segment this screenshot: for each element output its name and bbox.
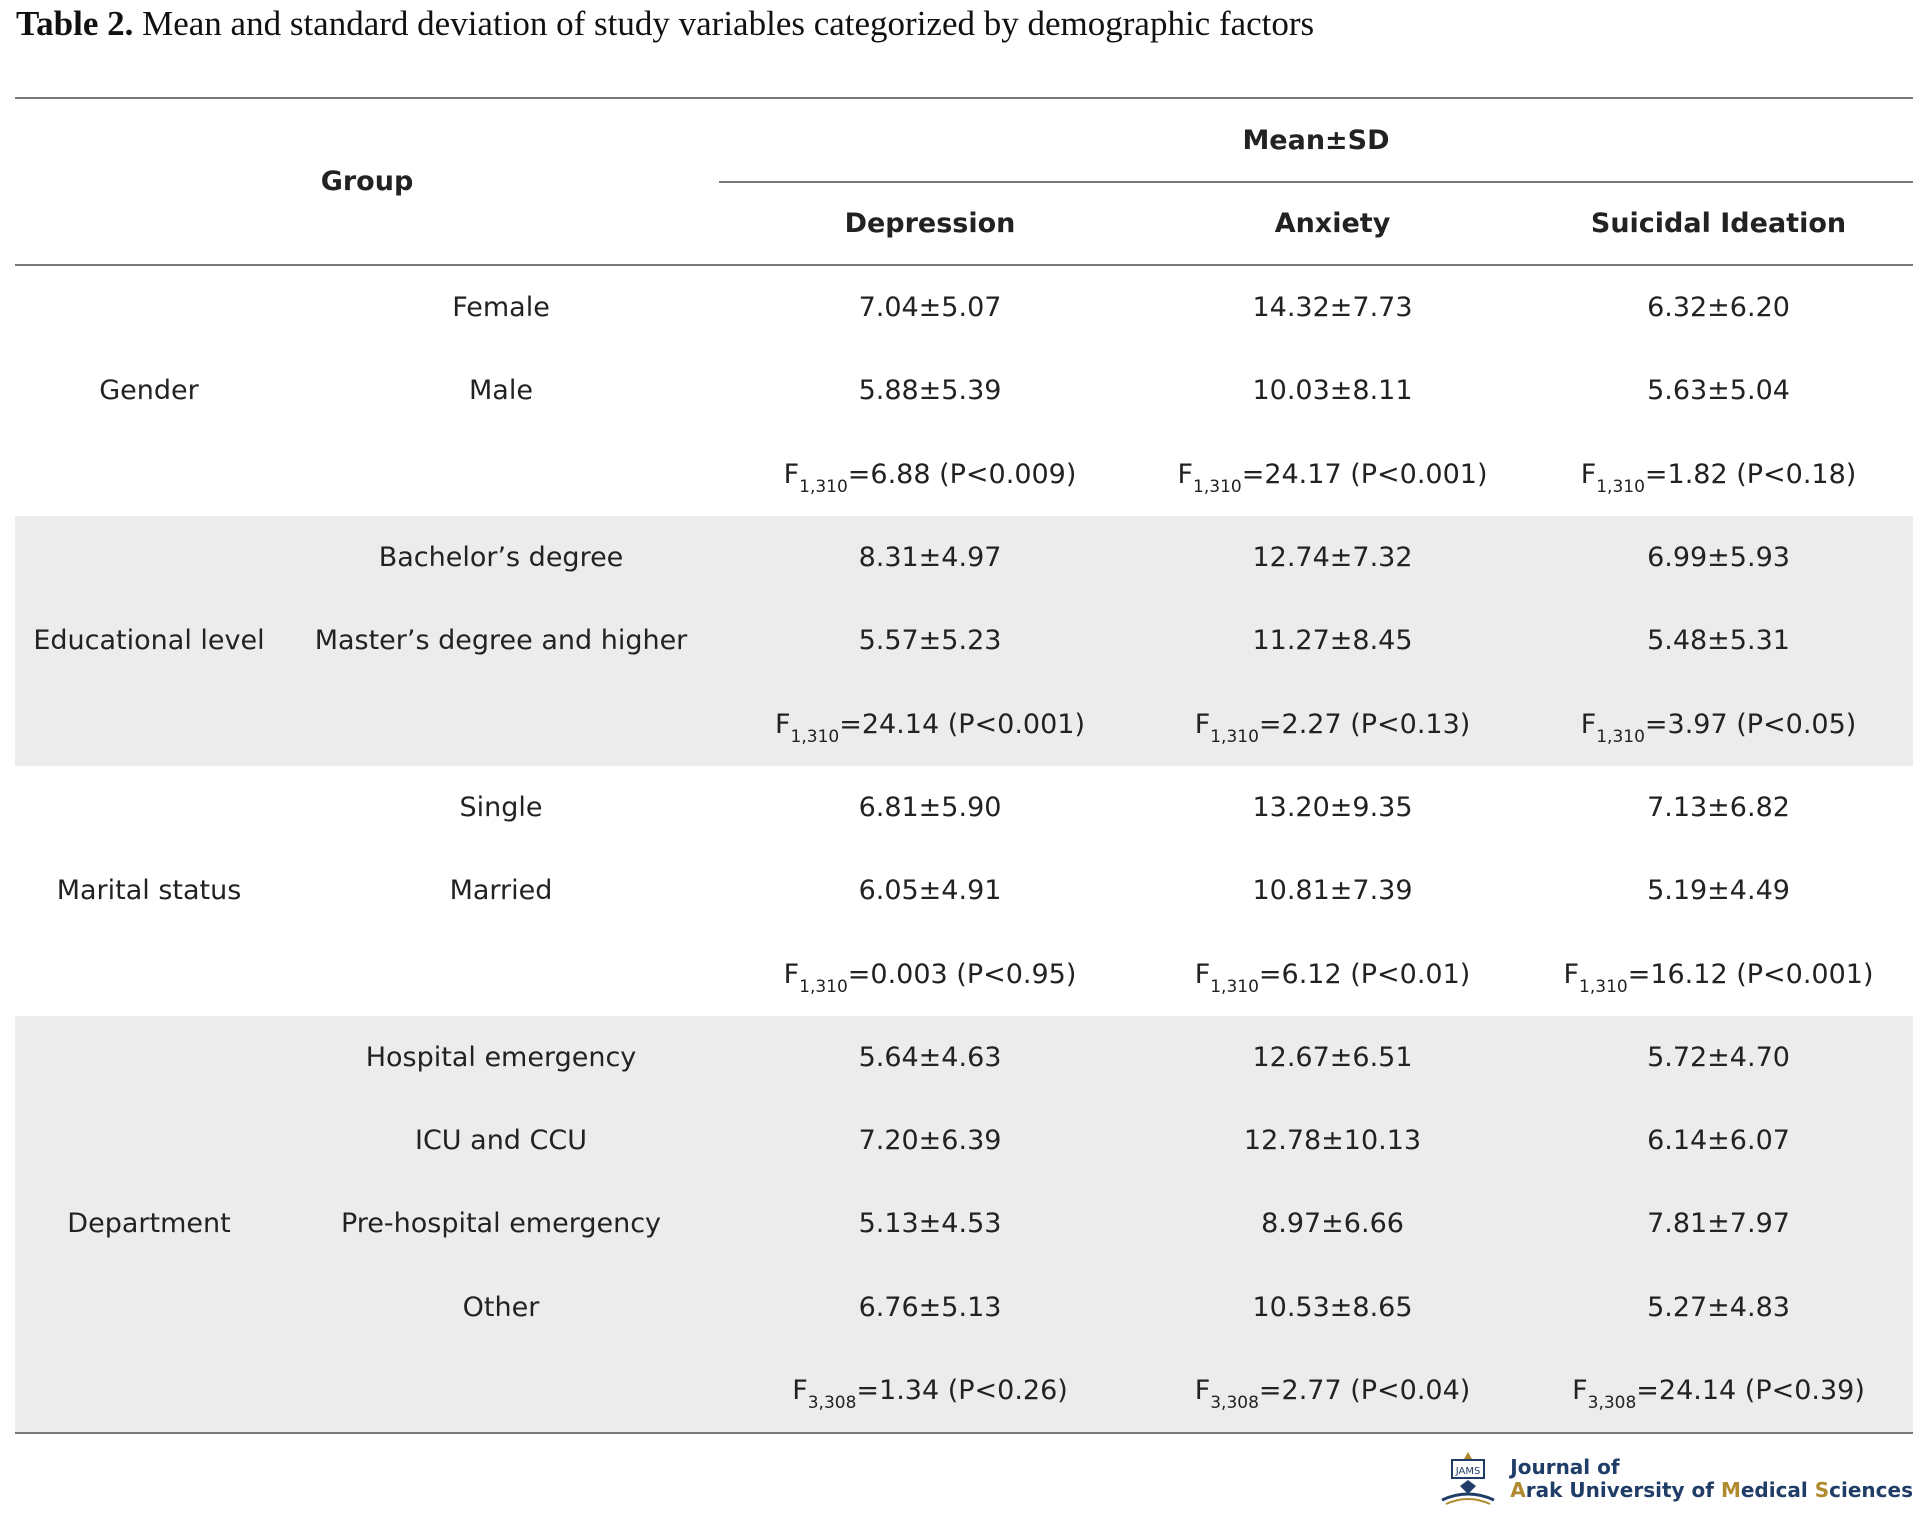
degrees-of-freedom: 1,310 xyxy=(1210,976,1259,997)
f-symbol: F xyxy=(1580,458,1597,490)
f-symbol: F xyxy=(1194,958,1211,990)
f-statistic-anxiety xyxy=(1141,682,1524,765)
cell-suicidal-ideation: 6.99±5.93 xyxy=(1647,542,1790,574)
f-symbol: F xyxy=(775,708,791,740)
degrees-of-freedom: 3,308 xyxy=(1210,1393,1259,1413)
table-row xyxy=(15,349,1913,432)
f-symbol: F xyxy=(1194,708,1211,740)
subgroup-label: Bachelor’s degree xyxy=(378,542,624,574)
cell-anxiety: 10.53±8.65 xyxy=(1252,1291,1413,1323)
cell-anxiety: 11.27±8.45 xyxy=(1252,625,1413,657)
f-statistic-suicidal-ideation xyxy=(1524,433,1913,516)
f-value-and-p: =24.14 (P<0.39) xyxy=(1636,1375,1865,1406)
f-symbol: F xyxy=(1580,708,1597,740)
degrees-of-freedom: 1,310 xyxy=(799,976,848,997)
cell-depression: 6.81±5.90 xyxy=(858,791,1002,823)
stats-row xyxy=(15,1349,1913,1433)
cell-anxiety: 12.74±7.32 xyxy=(1252,542,1413,574)
group-label: Marital status xyxy=(56,875,242,907)
f-value-and-p: =1.34 (P<0.26) xyxy=(856,1375,1068,1406)
group-gender xyxy=(15,265,1913,516)
empty-cell xyxy=(283,682,719,765)
journal-name-part: ciences xyxy=(1829,1478,1913,1502)
journal-name-part: A xyxy=(1510,1478,1526,1502)
cell-anxiety: 14.32±7.73 xyxy=(1252,292,1413,324)
table-row xyxy=(15,265,1913,349)
cell-depression: 6.05±4.91 xyxy=(858,875,1002,907)
table-row xyxy=(15,1182,1913,1265)
journal-name-part: niversity of xyxy=(1585,1478,1721,1502)
group-label: Department xyxy=(67,1208,231,1240)
journal-name-part: U xyxy=(1569,1478,1586,1502)
degrees-of-freedom: 1,310 xyxy=(1579,976,1628,997)
table-header xyxy=(15,98,1913,265)
table-caption xyxy=(16,4,1314,44)
cell-anxiety: 8.97±6.66 xyxy=(1261,1208,1404,1240)
table-row xyxy=(15,1099,1913,1182)
f-value-and-p: =1.82 (P<0.18) xyxy=(1644,458,1857,490)
subgroup-label: Male xyxy=(469,375,533,407)
subgroup-label: Female xyxy=(452,292,550,324)
stats-row xyxy=(15,682,1913,765)
f-statistic-depression xyxy=(719,1349,1141,1433)
subgroup-label: ICU and CCU xyxy=(414,1125,587,1157)
table-row xyxy=(15,849,1913,932)
cell-suicidal-ideation: 5.63±5.04 xyxy=(1647,375,1790,407)
cell-suicidal-ideation: 7.13±6.82 xyxy=(1647,791,1790,823)
group-label: Gender xyxy=(99,375,199,407)
degrees-of-freedom: 1,310 xyxy=(1210,726,1259,747)
f-symbol: F xyxy=(1194,1375,1211,1406)
group-department xyxy=(15,1016,1913,1433)
cell-depression: 7.20±6.39 xyxy=(858,1125,1002,1157)
cell-depression: 6.76±5.13 xyxy=(858,1291,1002,1323)
cell-suicidal-ideation: 5.27±4.83 xyxy=(1647,1291,1790,1323)
cell-anxiety: 10.81±7.39 xyxy=(1252,875,1413,907)
empty-cell xyxy=(283,932,719,1015)
results-table xyxy=(15,97,1913,1434)
empty-cell xyxy=(283,433,719,516)
caption-text: Mean and standard deviation of study variables categorized by demographic factors xyxy=(133,4,1315,43)
f-statistic-anxiety xyxy=(1141,932,1524,1015)
subgroup-label: Pre-hospital emergency xyxy=(340,1208,662,1240)
cell-anxiety: 10.03±8.11 xyxy=(1252,375,1413,407)
cell-suicidal-ideation: 6.14±6.07 xyxy=(1647,1125,1790,1157)
cell-depression: 7.04±5.07 xyxy=(858,292,1002,324)
column-header-suicidal-ideation: Suicidal Ideation xyxy=(1590,208,1847,239)
journal-name-line2 xyxy=(1510,1479,1913,1502)
degrees-of-freedom: 1,310 xyxy=(1596,476,1645,497)
subgroup-label: Hospital emergency xyxy=(365,1041,637,1073)
table-row xyxy=(15,599,1913,682)
subgroup-label: Other xyxy=(462,1291,540,1323)
cell-depression: 5.88±5.39 xyxy=(858,375,1002,407)
cell-anxiety: 12.78±10.13 xyxy=(1243,1125,1422,1157)
cell-depression: 5.57±5.23 xyxy=(858,625,1002,657)
f-value-and-p: =24.17 (P<0.001) xyxy=(1241,458,1488,490)
journal-logo xyxy=(1436,1450,1913,1508)
cell-depression: 8.31±4.97 xyxy=(858,542,1002,574)
journal-name-part: rak xyxy=(1525,1478,1570,1502)
empty-cell xyxy=(283,1349,719,1433)
subgroup-label: Single xyxy=(459,791,543,823)
f-statistic-depression xyxy=(719,682,1141,765)
cell-suicidal-ideation: 6.32±6.20 xyxy=(1647,292,1790,324)
f-symbol: F xyxy=(1177,458,1194,490)
f-statistic-depression xyxy=(719,932,1141,1015)
f-statistic-anxiety xyxy=(1141,433,1524,516)
journal-name-part: S xyxy=(1814,1478,1830,1502)
subgroup-label: Married xyxy=(449,875,553,907)
f-statistic-anxiety xyxy=(1141,1349,1524,1433)
journal-name-part: M xyxy=(1720,1478,1741,1502)
f-value-and-p: =16.12 (P<0.001) xyxy=(1627,958,1874,990)
cell-depression: 5.13±4.53 xyxy=(858,1208,1002,1240)
cell-depression: 5.64±4.63 xyxy=(858,1041,1002,1073)
mean-sd-header: Mean±SD xyxy=(719,98,1913,182)
f-value-and-p: =6.12 (P<0.01) xyxy=(1258,958,1471,990)
degrees-of-freedom: 1,310 xyxy=(799,476,848,497)
column-header-anxiety: Anxiety xyxy=(1274,208,1391,239)
f-statistic-depression xyxy=(719,433,1141,516)
group-label: Educational level xyxy=(33,625,265,657)
column-header-depression: Depression xyxy=(844,208,1016,239)
cell-suicidal-ideation: 5.48±5.31 xyxy=(1647,625,1790,657)
group-educational-level xyxy=(15,516,1913,766)
f-symbol: F xyxy=(783,958,800,990)
f-statistic-suicidal-ideation xyxy=(1524,682,1913,765)
journal-name-part: edical xyxy=(1740,1478,1815,1502)
f-symbol: F xyxy=(783,458,800,490)
degrees-of-freedom: 3,308 xyxy=(807,1393,857,1413)
table-row xyxy=(15,1016,1913,1099)
group-marital-status xyxy=(15,766,1913,1016)
journal-name xyxy=(1510,1456,1913,1502)
f-statistic-suicidal-ideation xyxy=(1524,1349,1913,1433)
subgroup-label: Master’s degree and higher xyxy=(314,625,688,657)
degrees-of-freedom: 1,310 xyxy=(1596,726,1645,747)
f-symbol: F xyxy=(792,1375,808,1406)
f-value-and-p: =2.77 (P<0.04) xyxy=(1258,1375,1471,1406)
cell-suicidal-ideation: 5.19±4.49 xyxy=(1647,875,1790,907)
f-statistic-suicidal-ideation xyxy=(1524,932,1913,1015)
cell-suicidal-ideation: 5.72±4.70 xyxy=(1647,1041,1790,1073)
cell-anxiety: 13.20±9.35 xyxy=(1252,791,1413,823)
degrees-of-freedom: 1,310 xyxy=(790,726,840,747)
f-symbol: F xyxy=(1572,1375,1588,1406)
f-value-and-p: =6.88 (P<0.009) xyxy=(847,458,1077,490)
table-row xyxy=(15,766,1913,849)
f-value-and-p: =3.97 (P<0.05) xyxy=(1644,708,1857,740)
journal-emblem-icon xyxy=(1436,1450,1500,1508)
table-row xyxy=(15,516,1913,599)
table-row xyxy=(15,1266,1913,1349)
degrees-of-freedom: 1,310 xyxy=(1193,476,1242,497)
caption-lead: Table 2. xyxy=(16,4,134,43)
f-value-and-p: =24.14 (P<0.001) xyxy=(839,708,1085,740)
f-symbol: F xyxy=(1563,958,1580,990)
group-header: Group xyxy=(320,166,414,197)
f-value-and-p: =0.003 (P<0.95) xyxy=(847,958,1077,990)
journal-name-line1: Journal of xyxy=(1510,1455,1620,1479)
cell-anxiety: 12.67±6.51 xyxy=(1252,1041,1413,1073)
f-value-and-p: =2.27 (P<0.13) xyxy=(1258,708,1471,740)
emblem-badge-text: JAMS xyxy=(1455,1466,1481,1477)
stats-row xyxy=(15,932,1913,1015)
degrees-of-freedom: 3,308 xyxy=(1587,1393,1637,1413)
stats-row xyxy=(15,433,1913,516)
cell-suicidal-ideation: 7.81±7.97 xyxy=(1647,1208,1790,1240)
